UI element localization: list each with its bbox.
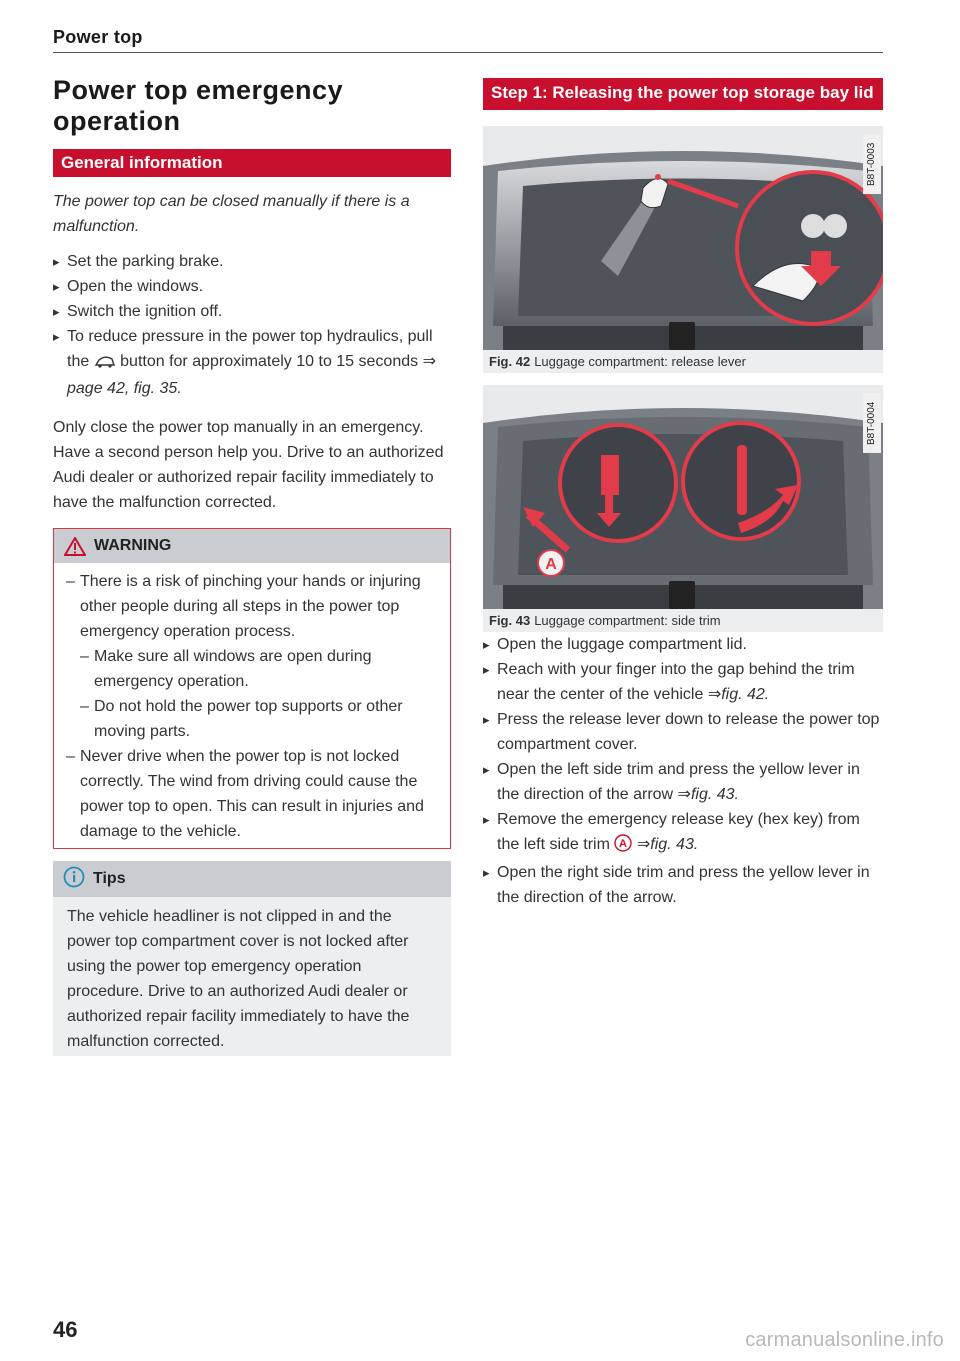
- figure-reference[interactable]: fig. 43.: [650, 836, 699, 853]
- warning-header: [54, 529, 450, 563]
- general-information-bar: General information: [53, 149, 451, 177]
- step-item: [483, 657, 883, 707]
- convertible-top-icon: [94, 351, 116, 376]
- figure-caption: [483, 350, 883, 373]
- step-text: Open the right side trim and press the yellow lever in the direction of the arrow.: [497, 864, 870, 906]
- step-text: To reduce pressure in the power top hydraulics, pull the: [67, 328, 433, 370]
- figure-code: B8T-0004: [863, 393, 881, 453]
- warning-triangle-icon: [64, 537, 86, 556]
- arrow-ref-icon: ⇒: [677, 786, 691, 803]
- warning-title: WARNING: [94, 537, 172, 554]
- arrow-ref-icon: ⇒: [707, 686, 722, 703]
- step-item: [483, 807, 883, 860]
- step-1-bar: Step 1: Releasing the power top storage bay lid: [483, 78, 883, 110]
- step-text: Reach with your finger into the gap behind the trim near the center of the vehicle: [497, 661, 855, 703]
- marker-a-text: A: [619, 838, 628, 850]
- procedure-steps: [53, 249, 451, 401]
- tips-title: Tips: [93, 870, 126, 887]
- emergency-paragraph: Only close the power top manually in an emergency. Have a second person help you. Drive to an authorized Audi dealer or authorized repair facility immediately to have the malfunction corrected.: [53, 419, 444, 511]
- trunk-drawing-42: [483, 126, 883, 350]
- info-icon: [63, 866, 85, 893]
- figure-code: B8T-0003: [863, 134, 881, 194]
- step-text: button for approximately 10 to 15 seconds: [120, 353, 419, 370]
- tips-box: [53, 861, 451, 1056]
- header-rule: [53, 52, 883, 53]
- section-title: Power top emergency operation: [53, 75, 344, 136]
- figure-reference[interactable]: fig. 42.: [721, 686, 770, 703]
- step-item: ▸ Open the windows.: [53, 274, 451, 299]
- step-text: Open the left side trim and press the yellow lever in the direction of the arrow: [497, 761, 860, 803]
- step-item: [483, 757, 883, 807]
- luggage-side-trim-illustration: [483, 385, 883, 609]
- figure-43: [483, 385, 883, 632]
- caption-text: Luggage compartment: side trim: [534, 613, 721, 628]
- tips-text: The vehicle headliner is not clipped in and the power top compartment cover is not locked after using the power top emergency operation procedure. Drive to an authorized Audi dealer or authorized repair facility immediately to have the malfunction corrected.: [53, 897, 451, 1056]
- page-number: 46: [53, 1317, 78, 1342]
- step-item: [53, 324, 451, 401]
- warning-subitem: – Make sure all windows are open during emergency operation.: [80, 644, 438, 694]
- right-column: [483, 78, 883, 910]
- figure-label: Fig. 42: [489, 354, 531, 369]
- luggage-release-lever-illustration: [483, 126, 883, 350]
- page-reference[interactable]: page 42, fig. 35.: [67, 380, 182, 397]
- caption-text: Luggage compartment: release lever: [534, 354, 746, 369]
- step-text: Open the luggage compartment lid.: [497, 636, 747, 653]
- step-text: Remove the emergency release key (hex key) from the left side trim: [497, 811, 860, 853]
- step-1-procedure: [483, 632, 883, 910]
- tips-header: [53, 861, 451, 897]
- arrow-ref-icon: ⇒: [636, 836, 651, 853]
- warning-subitem: – Do not hold the power top supports or other moving parts.: [80, 694, 438, 744]
- warning-item: – There is a risk of pinching your hands or injuring other people during all steps in the power top emergency operation process.: [66, 569, 438, 644]
- running-header: Power top: [53, 27, 143, 47]
- step-text: Press the release lever down to release the power top compartment cover.: [497, 711, 880, 753]
- step-item: ▸ Set the parking brake.: [53, 249, 451, 274]
- figure-label: Fig. 43: [489, 613, 531, 628]
- intro-text: The power top can be closed manually if there is a malfunction.: [53, 193, 410, 235]
- warning-box: [53, 528, 451, 849]
- marker-a-icon: [614, 834, 632, 860]
- figure-42: [483, 126, 883, 373]
- warning-item: – Never drive when the power top is not locked correctly. The wind from driving could cause the power top to open. This can result in injuries and damage to the vehicle.: [66, 744, 438, 844]
- watermark: carmanualsonline.info: [745, 1329, 944, 1351]
- trunk-drawing-43: [483, 385, 883, 609]
- step-item: ▸ Switch the ignition off.: [53, 299, 451, 324]
- step-item: [483, 707, 883, 757]
- figure-reference[interactable]: fig. 43.: [690, 786, 739, 803]
- step-item: [483, 860, 883, 910]
- warning-body: [54, 563, 450, 848]
- left-column: [53, 75, 451, 1056]
- step-item: [483, 632, 883, 657]
- figure-caption: [483, 609, 883, 632]
- marker-a-label: A: [545, 556, 557, 573]
- arrow-ref-icon: ⇒: [422, 353, 436, 370]
